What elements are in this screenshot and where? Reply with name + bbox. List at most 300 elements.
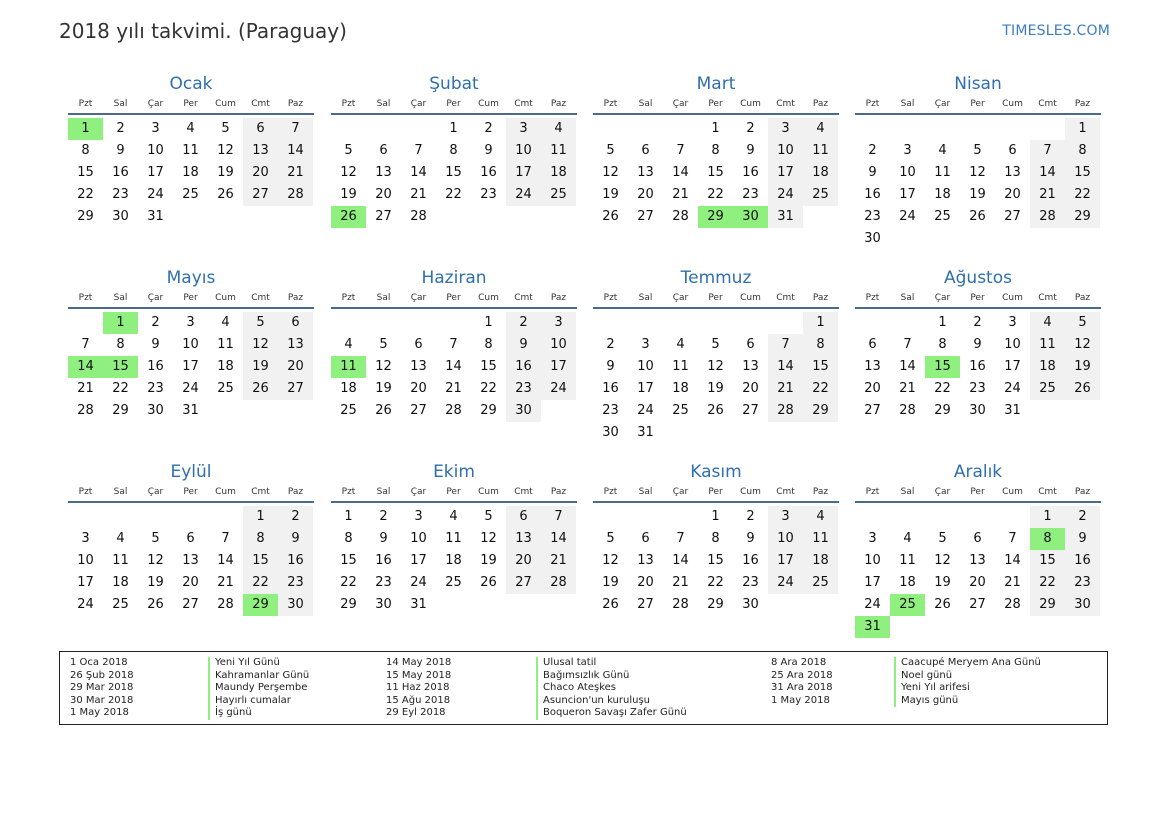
day-cell: 15 [803, 356, 838, 378]
day-cell: 26 [602, 209, 619, 224]
day-cell: 30 [112, 209, 129, 224]
empty-cell [995, 506, 1030, 528]
day-grid [331, 312, 577, 422]
day-cell: 3 [903, 143, 912, 158]
day-cell: 12 [375, 359, 392, 374]
day-cell: 24 [768, 184, 803, 206]
day-cell: 30 [147, 403, 164, 418]
day-cell: 21 [672, 575, 689, 590]
day-cell: 24 [864, 597, 881, 612]
day-cell: 14 [445, 359, 462, 374]
day-cell: 11 [899, 553, 916, 568]
day-cell: 11 [803, 528, 838, 550]
day-cell: 21 [217, 575, 234, 590]
day-cell: 6 [1008, 143, 1017, 158]
day-cell: 20 [1004, 187, 1021, 202]
day-cell: 17 [768, 550, 803, 572]
day-grid [68, 312, 314, 422]
day-cell: 7 [541, 506, 576, 528]
day-cell: 6 [746, 337, 755, 352]
day-cell: 11 [1030, 334, 1065, 356]
day-cell: 23 [602, 403, 619, 418]
legend-entry: Ulusal tatil [536, 657, 687, 670]
month-calendar [855, 268, 1101, 422]
day-cell: 4 [344, 337, 353, 352]
weekday-label: Cum [1002, 487, 1023, 497]
day-cell: 27 [278, 378, 313, 400]
day-cell: 11 [672, 359, 689, 374]
day-cell: 12 [1065, 334, 1100, 356]
brand-link[interactable]: TIMESLES.COM [1002, 23, 1110, 39]
day-cell: 30 [375, 597, 392, 612]
legend-entry: 25 Ara 2018 [771, 669, 833, 681]
day-cell: 21 [899, 381, 916, 396]
weekday-header [855, 97, 1101, 115]
day-cell: 6 [641, 531, 650, 546]
weekday-label: Per [708, 99, 723, 109]
day-cell: 6 [243, 118, 278, 140]
weekday-label: Cmt [776, 99, 795, 109]
day-grid [593, 118, 839, 228]
month-name: Nisan [954, 74, 1002, 94]
day-cell: 22 [707, 187, 724, 202]
day-cell: 27 [1004, 209, 1021, 224]
weekday-label: Sal [376, 99, 391, 109]
legend-entry: 26 Şub 2018 [70, 669, 134, 681]
month-name: Haziran [421, 268, 487, 288]
day-cell: 3 [81, 531, 90, 546]
day-cell: 2 [278, 506, 313, 528]
day-cell: 22 [77, 187, 94, 202]
weekday-label: Paz [812, 487, 829, 497]
weekday-label: Çar [934, 487, 951, 497]
weekday-label: Pzt [341, 293, 356, 303]
month-calendar [68, 462, 314, 616]
weekday-label: Pzt [603, 487, 618, 497]
day-cell: 28 [278, 184, 313, 206]
day-cell: 20 [742, 381, 759, 396]
weekday-label: Per [183, 293, 198, 303]
day-cell: 1 [938, 315, 947, 330]
day-cell: 25 [445, 575, 462, 590]
day-cell: 29 [1030, 594, 1065, 616]
legend-entry: 1 May 2018 [70, 707, 129, 719]
day-cell: 10 [410, 531, 427, 546]
day-cell: 7 [1030, 140, 1065, 162]
legend-entry: 15 Ağu 2018 [386, 694, 451, 706]
holiday-day-cell: 15 [103, 356, 138, 378]
day-grid [855, 118, 1101, 250]
day-cell: 9 [116, 143, 125, 158]
day-cell: 29 [340, 597, 357, 612]
day-cell: 3 [1008, 315, 1017, 330]
day-cell: 22 [934, 381, 951, 396]
day-cell: 14 [410, 165, 427, 180]
day-cell: 9 [379, 531, 388, 546]
day-cell: 4 [676, 337, 685, 352]
weekday-label: Cmt [251, 99, 270, 109]
legend-entry: Yeni Yıl Günü [208, 657, 309, 670]
day-cell: 10 [1004, 337, 1021, 352]
day-cell: 27 [375, 209, 392, 224]
weekday-label: Cmt [514, 487, 533, 497]
day-cell: 8 [116, 337, 125, 352]
empty-cell [768, 312, 803, 334]
holiday-legend [59, 651, 1108, 725]
weekday-label: Cum [215, 293, 236, 303]
day-cell: 24 [147, 187, 164, 202]
legend-entry: 8 Ara 2018 [771, 657, 827, 668]
day-cell: 25 [217, 381, 234, 396]
day-cell: 28 [77, 403, 94, 418]
day-cell: 1 [1065, 118, 1100, 140]
weekday-label: Per [446, 487, 461, 497]
day-cell: 2 [746, 509, 755, 524]
weekday-label: Paz [1074, 99, 1091, 109]
day-cell: 9 [1065, 528, 1100, 550]
day-cell: 20 [278, 356, 313, 378]
legend-entry: 1 May 2018 [771, 694, 830, 706]
month-calendar [855, 462, 1101, 638]
day-cell: 26 [934, 597, 951, 612]
day-cell: 23 [112, 187, 129, 202]
weekday-label: Paz [287, 99, 304, 109]
month-name: Ocak [169, 74, 213, 94]
day-cell: 6 [868, 337, 877, 352]
weekday-label: Cmt [1038, 99, 1057, 109]
legend-entry: Maundy Perşembe [208, 682, 309, 695]
day-cell: 14 [1004, 553, 1021, 568]
day-cell: 24 [1004, 381, 1021, 396]
day-cell: 25 [803, 184, 838, 206]
day-cell: 27 [182, 597, 199, 612]
day-cell: 12 [217, 143, 234, 158]
day-cell: 28 [217, 597, 234, 612]
day-cell: 9 [746, 531, 755, 546]
day-cell: 3 [151, 121, 160, 136]
day-cell: 12 [934, 553, 951, 568]
holiday-day-cell: 1 [103, 312, 138, 334]
day-cell: 19 [969, 187, 986, 202]
holiday-day-cell: 1 [68, 118, 103, 140]
day-cell: 10 [506, 140, 541, 162]
weekday-label: Sal [113, 487, 128, 497]
empty-cell [173, 506, 208, 528]
day-cell: 1 [243, 506, 278, 528]
day-cell: 17 [147, 165, 164, 180]
weekday-label: Pzt [78, 293, 93, 303]
weekday-label: Cmt [251, 487, 270, 497]
day-cell: 9 [973, 337, 982, 352]
day-cell: 23 [742, 575, 759, 590]
day-cell: 18 [803, 162, 838, 184]
legend-entry: Asuncion'un kuruluşu [536, 695, 687, 708]
empty-cell [890, 118, 925, 140]
weekday-label: Cum [740, 293, 761, 303]
day-cell: 16 [742, 165, 759, 180]
day-cell: 7 [1008, 531, 1017, 546]
weekday-label: Sal [113, 293, 128, 303]
day-grid [331, 506, 577, 616]
day-cell: 12 [480, 531, 497, 546]
day-cell: 20 [506, 550, 541, 572]
weekday-label: Paz [812, 99, 829, 109]
day-cell: 24 [541, 378, 576, 400]
day-cell: 1 [484, 315, 493, 330]
day-cell: 8 [484, 337, 493, 352]
day-cell: 30 [742, 597, 759, 612]
weekday-label: Cum [215, 99, 236, 109]
day-cell: 28 [1030, 206, 1065, 228]
holiday-day-cell: 30 [733, 206, 768, 228]
day-cell: 2 [151, 315, 160, 330]
day-cell: 6 [973, 531, 982, 546]
day-cell: 22 [243, 572, 278, 594]
day-cell: 3 [768, 118, 803, 140]
day-cell: 6 [414, 337, 423, 352]
day-cell: 10 [899, 165, 916, 180]
weekday-label: Paz [287, 487, 304, 497]
empty-cell [960, 118, 995, 140]
day-cell: 16 [506, 356, 541, 378]
day-cell: 13 [278, 334, 313, 356]
day-cell: 19 [1065, 356, 1100, 378]
legend-dates-2 [386, 657, 451, 720]
day-cell: 21 [77, 381, 94, 396]
day-cell: 5 [938, 531, 947, 546]
day-cell: 12 [602, 553, 619, 568]
empty-cell [663, 118, 698, 140]
day-cell: 4 [938, 143, 947, 158]
weekday-label: Çar [147, 293, 164, 303]
day-cell: 21 [445, 381, 462, 396]
day-cell: 27 [969, 597, 986, 612]
day-cell: 26 [243, 378, 278, 400]
day-cell: 6 [379, 143, 388, 158]
day-cell: 31 [410, 597, 427, 612]
day-cell: 3 [186, 315, 195, 330]
day-cell: 12 [147, 553, 164, 568]
weekday-label: Cum [740, 99, 761, 109]
day-cell: 27 [864, 403, 881, 418]
day-cell: 10 [182, 337, 199, 352]
month-calendar [68, 74, 314, 228]
day-cell: 20 [864, 381, 881, 396]
day-cell: 23 [375, 575, 392, 590]
day-cell: 20 [375, 187, 392, 202]
holiday-day-cell: 26 [331, 206, 366, 228]
weekday-header [855, 291, 1101, 309]
day-cell: 5 [484, 509, 493, 524]
weekday-header [68, 291, 314, 309]
weekday-label: Çar [147, 487, 164, 497]
day-cell: 15 [707, 165, 724, 180]
day-cell: 18 [899, 575, 916, 590]
weekday-label: Çar [934, 99, 951, 109]
day-cell: 30 [506, 400, 541, 422]
day-cell: 2 [116, 121, 125, 136]
day-cell: 19 [243, 356, 278, 378]
day-cell: 13 [742, 359, 759, 374]
day-cell: 28 [445, 403, 462, 418]
day-cell: 13 [410, 359, 427, 374]
day-cell: 15 [243, 550, 278, 572]
day-cell: 16 [147, 359, 164, 374]
day-cell: 4 [449, 509, 458, 524]
empty-cell [698, 312, 733, 334]
day-cell: 22 [1065, 184, 1100, 206]
day-cell: 23 [480, 187, 497, 202]
day-cell: 8 [344, 531, 353, 546]
day-cell: 11 [934, 165, 951, 180]
weekday-header [68, 97, 314, 115]
day-cell: 18 [112, 575, 129, 590]
day-cell: 15 [445, 165, 462, 180]
day-cell: 11 [445, 531, 462, 546]
day-cell: 1 [803, 312, 838, 334]
day-cell: 15 [340, 553, 357, 568]
day-cell: 4 [903, 531, 912, 546]
empty-cell [663, 506, 698, 528]
day-cell: 5 [973, 143, 982, 158]
day-cell: 3 [868, 531, 877, 546]
empty-cell [138, 506, 173, 528]
day-cell: 7 [81, 337, 90, 352]
day-cell: 30 [602, 425, 619, 440]
weekday-label: Pzt [603, 99, 618, 109]
day-grid [855, 506, 1101, 638]
month-name: Temmuz [680, 268, 752, 288]
month-name: Mart [696, 74, 736, 94]
day-cell: 24 [182, 381, 199, 396]
day-cell: 10 [147, 143, 164, 158]
empty-cell [628, 118, 663, 140]
weekday-label: Cum [1002, 99, 1023, 109]
month-calendar [331, 462, 577, 616]
weekday-label: Cmt [251, 293, 270, 303]
day-cell: 18 [182, 165, 199, 180]
holiday-day-cell: 29 [243, 594, 278, 616]
empty-cell [401, 118, 436, 140]
day-cell: 9 [278, 528, 313, 550]
empty-cell [855, 312, 890, 334]
day-cell: 13 [182, 553, 199, 568]
weekday-label: Cum [740, 487, 761, 497]
day-cell: 16 [375, 553, 392, 568]
day-cell: 18 [340, 381, 357, 396]
day-cell: 19 [934, 575, 951, 590]
empty-cell [890, 506, 925, 528]
day-grid [68, 118, 314, 228]
day-cell: 13 [506, 528, 541, 550]
day-cell: 27 [243, 184, 278, 206]
weekday-header [593, 97, 839, 115]
month-calendar [68, 268, 314, 422]
day-cell: 18 [445, 553, 462, 568]
day-cell: 8 [711, 143, 720, 158]
weekday-label: Paz [287, 293, 304, 303]
holiday-day-cell: 15 [925, 356, 960, 378]
day-cell: 13 [969, 553, 986, 568]
day-cell: 21 [410, 187, 427, 202]
day-cell: 7 [414, 143, 423, 158]
day-cell: 12 [707, 359, 724, 374]
day-cell: 11 [217, 337, 234, 352]
day-cell: 26 [602, 597, 619, 612]
day-cell: 11 [803, 140, 838, 162]
empty-cell [593, 118, 628, 140]
day-cell: 12 [243, 334, 278, 356]
empty-cell [68, 506, 103, 528]
legend-entry: 15 May 2018 [386, 669, 452, 681]
day-cell: 13 [243, 140, 278, 162]
empty-cell [366, 312, 401, 334]
day-cell: 20 [969, 575, 986, 590]
month-calendar [593, 462, 839, 616]
empty-cell [593, 312, 628, 334]
weekday-label: Cum [478, 99, 499, 109]
day-cell: 9 [606, 359, 615, 374]
month-name: Ağustos [944, 268, 1012, 288]
month-name: Şubat [429, 74, 479, 94]
weekday-label: Per [970, 293, 985, 303]
day-cell: 4 [803, 118, 838, 140]
day-cell: 8 [1065, 140, 1100, 162]
day-cell: 22 [480, 381, 497, 396]
legend-entry: Bağımsızlık Günü [536, 670, 687, 683]
weekday-label: Paz [550, 487, 567, 497]
holiday-day-cell: 31 [855, 616, 890, 638]
empty-cell [855, 118, 890, 140]
day-cell: 26 [1065, 378, 1100, 400]
day-cell: 17 [1004, 359, 1021, 374]
legend-entry: Hayırlı cumalar [208, 695, 309, 708]
day-cell: 20 [243, 162, 278, 184]
day-grid [68, 506, 314, 616]
day-cell: 26 [480, 575, 497, 590]
empty-cell [628, 506, 663, 528]
weekday-label: Cmt [776, 293, 795, 303]
day-cell: 23 [742, 187, 759, 202]
day-cell: 15 [707, 553, 724, 568]
empty-cell [1030, 118, 1065, 140]
empty-cell [401, 312, 436, 334]
day-cell: 23 [278, 572, 313, 594]
day-cell: 27 [742, 403, 759, 418]
weekday-label: Çar [672, 293, 689, 303]
weekday-label: Cmt [1038, 293, 1057, 303]
legend-entry: Caacupé Meryem Ana Günü [894, 657, 1041, 670]
day-cell: 10 [77, 553, 94, 568]
day-cell: 22 [112, 381, 129, 396]
day-cell: 26 [375, 403, 392, 418]
day-cell: 24 [506, 184, 541, 206]
day-cell: 19 [602, 187, 619, 202]
weekday-header [331, 485, 577, 503]
day-cell: 16 [602, 381, 619, 396]
day-cell: 13 [637, 165, 654, 180]
day-cell: 14 [278, 140, 313, 162]
legend-names-1 [208, 657, 309, 720]
weekday-header [593, 485, 839, 503]
day-cell: 25 [182, 187, 199, 202]
day-cell: 14 [899, 359, 916, 374]
day-cell: 2 [484, 121, 493, 136]
day-cell: 26 [147, 597, 164, 612]
empty-cell [68, 312, 103, 334]
weekday-label: Pzt [341, 99, 356, 109]
day-cell: 7 [278, 118, 313, 140]
